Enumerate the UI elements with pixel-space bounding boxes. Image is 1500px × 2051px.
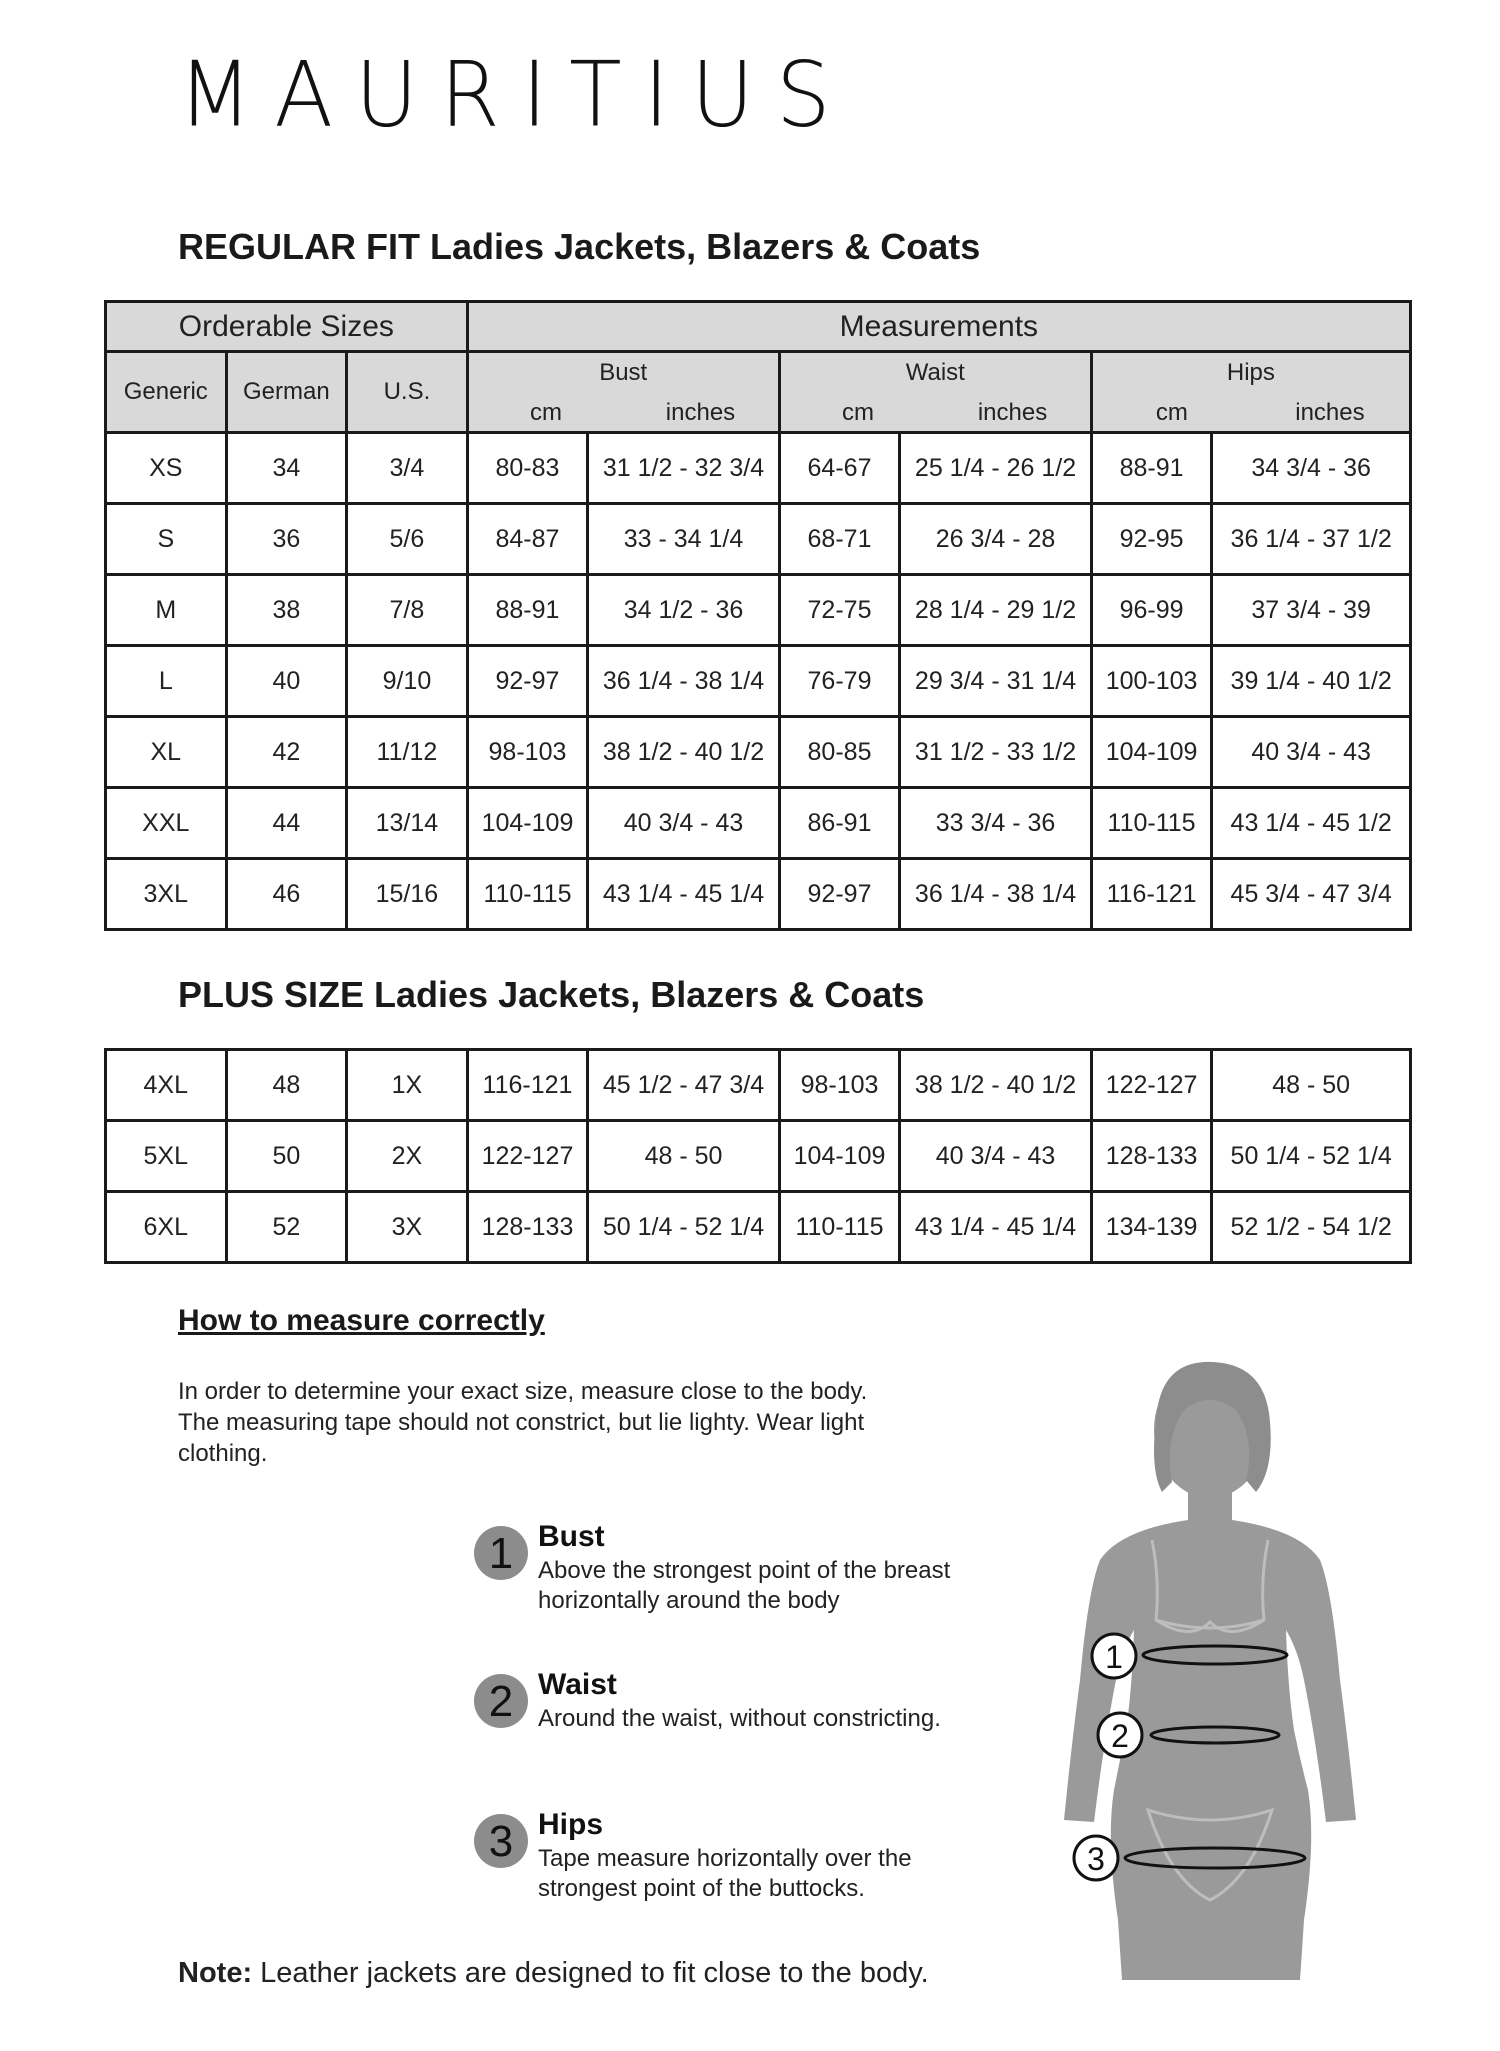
table-cell: XS <box>106 433 227 504</box>
table-cell: 34 1/2 - 36 <box>588 575 779 646</box>
table-cell: 9/10 <box>347 646 468 717</box>
step-number-badge: 3 <box>474 1814 528 1868</box>
table-cell: 92-95 <box>1091 504 1212 575</box>
table-cell: 38 1/2 - 40 1/2 <box>900 1050 1091 1121</box>
step-number-badge: 2 <box>474 1674 528 1728</box>
table-cell: 42 <box>226 717 347 788</box>
table-cell: 80-85 <box>779 717 900 788</box>
table-cell: 29 3/4 - 31 1/4 <box>900 646 1091 717</box>
table-cell: S <box>106 504 227 575</box>
table-row <box>106 433 1411 504</box>
table-cell: 128-133 <box>1091 1121 1212 1192</box>
intro-line: The measuring tape should not constrict, but lie lighty. Wear light <box>178 1409 865 1436</box>
table-cell: 40 3/4 - 43 <box>588 788 779 859</box>
table-cell: 34 3/4 - 36 <box>1212 433 1411 504</box>
german-header: German <box>226 352 347 433</box>
table-cell: 110-115 <box>1091 788 1212 859</box>
table-cell: 100-103 <box>1091 646 1212 717</box>
table-cell: 37 3/4 - 39 <box>1212 575 1411 646</box>
bust-label: Bust <box>599 359 648 386</box>
regular-size-table <box>104 300 1412 931</box>
table-cell: 92-97 <box>779 859 900 930</box>
table-cell: 116-121 <box>1091 859 1212 930</box>
brand-logo: MAURITIUS <box>178 42 853 148</box>
table-cell: 40 3/4 - 43 <box>900 1121 1091 1192</box>
step-desc-line: horizontally around the body <box>538 1587 840 1614</box>
table-cell: 48 - 50 <box>1212 1050 1411 1121</box>
table-cell: 3/4 <box>347 433 468 504</box>
table-cell: 43 1/4 - 45 1/4 <box>900 1192 1091 1263</box>
us-header: U.S. <box>347 352 468 433</box>
waist-cm-label: cm <box>842 399 874 426</box>
hips-header <box>1091 352 1410 433</box>
plus-title-bold: PLUS SIZE <box>178 974 365 1015</box>
hips-label: Hips <box>1226 359 1275 386</box>
step-description <box>538 1704 941 1734</box>
step-title: Hips <box>538 1808 604 1841</box>
table-cell: 88-91 <box>467 575 588 646</box>
table-cell: 31 1/2 - 32 3/4 <box>588 433 779 504</box>
table-cell: 26 3/4 - 28 <box>900 504 1091 575</box>
table-cell: 36 1/4 - 38 1/4 <box>900 859 1091 930</box>
measurements-header: Measurements <box>467 302 1410 352</box>
table-cell: 40 <box>226 646 347 717</box>
table-row <box>106 717 1411 788</box>
leather-note <box>178 1957 929 1990</box>
table-cell: 15/16 <box>347 859 468 930</box>
table-cell: 110-115 <box>779 1192 900 1263</box>
table-cell: 110-115 <box>467 859 588 930</box>
plus-size-table <box>104 1048 1412 1264</box>
table-cell: 48 - 50 <box>588 1121 779 1192</box>
table-row <box>106 1192 1411 1263</box>
note-text: Leather jackets are designed to fit close to the body. <box>252 1957 929 1989</box>
table-cell: 2X <box>347 1121 468 1192</box>
table-cell: 76-79 <box>779 646 900 717</box>
table-cell: 3XL <box>106 859 227 930</box>
table-cell: 3X <box>347 1192 468 1263</box>
table-cell: 33 3/4 - 36 <box>900 788 1091 859</box>
step-desc-line: Around the waist, without constricting. <box>538 1705 941 1732</box>
waist-label: Waist <box>905 359 965 386</box>
how-to-measure-heading: How to measure correctly <box>178 1304 545 1337</box>
table-row <box>106 575 1411 646</box>
table-cell: 116-121 <box>467 1050 588 1121</box>
table-cell: 48 <box>226 1050 347 1121</box>
table-cell: 52 1/2 - 54 1/2 <box>1212 1192 1411 1263</box>
step-desc-line: Above the strongest point of the breast <box>538 1557 951 1584</box>
table-cell: 92-97 <box>467 646 588 717</box>
bust-cm-label: cm <box>529 399 562 426</box>
table-cell: 52 <box>226 1192 347 1263</box>
waist-header <box>779 352 1091 433</box>
table-cell: 134-139 <box>1091 1192 1212 1263</box>
table-cell: 122-127 <box>1091 1050 1212 1121</box>
regular-title-bold: REGULAR FIT <box>178 226 420 267</box>
table-cell: 84-87 <box>467 504 588 575</box>
table-cell: 1X <box>347 1050 468 1121</box>
step-desc-line: Tape measure horizontally over the <box>538 1845 912 1872</box>
table-row <box>106 1050 1411 1121</box>
table-cell: XXL <box>106 788 227 859</box>
table-cell: 5/6 <box>347 504 468 575</box>
table-cell: 6XL <box>106 1192 227 1263</box>
table-cell: 68-71 <box>779 504 900 575</box>
step-description <box>538 1556 950 1616</box>
table-cell: 5XL <box>106 1121 227 1192</box>
table-cell: 50 1/4 - 52 1/4 <box>1212 1121 1411 1192</box>
table-cell: 50 <box>226 1121 347 1192</box>
generic-header: Generic <box>106 352 227 433</box>
table-cell: 96-99 <box>1091 575 1212 646</box>
table-cell: 104-109 <box>467 788 588 859</box>
intro-line: In order to determine your exact size, measure close to the body. <box>178 1378 868 1405</box>
table-cell: 80-83 <box>467 433 588 504</box>
table-cell: 50 1/4 - 52 1/4 <box>588 1192 779 1263</box>
table-cell: 38 1/2 - 40 1/2 <box>588 717 779 788</box>
regular-fit-title <box>178 226 980 268</box>
table-cell: 33 - 34 1/4 <box>588 504 779 575</box>
table-cell: 45 3/4 - 47 3/4 <box>1212 859 1411 930</box>
step-title: Bust <box>538 1520 605 1553</box>
table-cell: 44 <box>226 788 347 859</box>
table-cell: 104-109 <box>779 1121 900 1192</box>
step-number-badge: 1 <box>474 1526 528 1580</box>
table-cell: 36 1/4 - 38 1/4 <box>588 646 779 717</box>
regular-title-rest: Ladies Jackets, Blazers & Coats <box>419 226 981 267</box>
marker-waist-number: 2 <box>1111 1718 1129 1754</box>
table-cell: 7/8 <box>347 575 468 646</box>
table-cell: 88-91 <box>1091 433 1212 504</box>
step-title: Waist <box>538 1668 617 1701</box>
table-cell: 38 <box>226 575 347 646</box>
measure-intro <box>178 1376 958 1469</box>
table-row <box>106 788 1411 859</box>
marker-hips-number: 3 <box>1087 1841 1105 1877</box>
table-row <box>106 859 1411 930</box>
table-cell: 11/12 <box>347 717 468 788</box>
plus-title-rest: Ladies Jackets, Blazers & Coats <box>364 974 925 1015</box>
table-cell: 28 1/4 - 29 1/2 <box>900 575 1091 646</box>
table-cell: L <box>106 646 227 717</box>
table-cell: 86-91 <box>779 788 900 859</box>
table-cell: 34 <box>226 433 347 504</box>
table-cell: XL <box>106 717 227 788</box>
note-label: Note: <box>178 1957 253 1989</box>
bust-header <box>467 352 779 433</box>
table-cell: 39 1/4 - 40 1/2 <box>1212 646 1411 717</box>
table-cell: 4XL <box>106 1050 227 1121</box>
table-cell: 72-75 <box>779 575 900 646</box>
table-cell: 43 1/4 - 45 1/2 <box>1212 788 1411 859</box>
table-cell: 128-133 <box>467 1192 588 1263</box>
table-cell: 43 1/4 - 45 1/4 <box>588 859 779 930</box>
table-cell: 46 <box>226 859 347 930</box>
body-silhouette-figure <box>1060 1360 1360 1980</box>
step-desc-line: strongest point of the buttocks. <box>538 1875 865 1902</box>
intro-line: clothing. <box>178 1440 268 1467</box>
table-cell: M <box>106 575 227 646</box>
table-row <box>106 1121 1411 1192</box>
table-row <box>106 504 1411 575</box>
table-cell: 36 <box>226 504 347 575</box>
marker-bust-number: 1 <box>1105 1639 1123 1675</box>
table-cell: 13/14 <box>347 788 468 859</box>
table-cell: 98-103 <box>779 1050 900 1121</box>
hips-cm-label: cm <box>1155 399 1188 426</box>
orderable-sizes-header: Orderable Sizes <box>106 302 468 352</box>
table-cell: 25 1/4 - 26 1/2 <box>900 433 1091 504</box>
table-cell: 36 1/4 - 37 1/2 <box>1212 504 1411 575</box>
table-cell: 40 3/4 - 43 <box>1212 717 1411 788</box>
table-cell: 122-127 <box>467 1121 588 1192</box>
table-cell: 98-103 <box>467 717 588 788</box>
table-cell: 45 1/2 - 47 3/4 <box>588 1050 779 1121</box>
table-cell: 104-109 <box>1091 717 1212 788</box>
hips-inches-label: inches <box>1295 399 1365 426</box>
plus-size-title <box>178 974 924 1016</box>
step-description <box>538 1844 912 1904</box>
waist-inches-label: inches <box>977 399 1048 426</box>
table-cell: 64-67 <box>779 433 900 504</box>
bust-inches-label: inches <box>665 399 736 426</box>
table-cell: 31 1/2 - 33 1/2 <box>900 717 1091 788</box>
table-row <box>106 646 1411 717</box>
